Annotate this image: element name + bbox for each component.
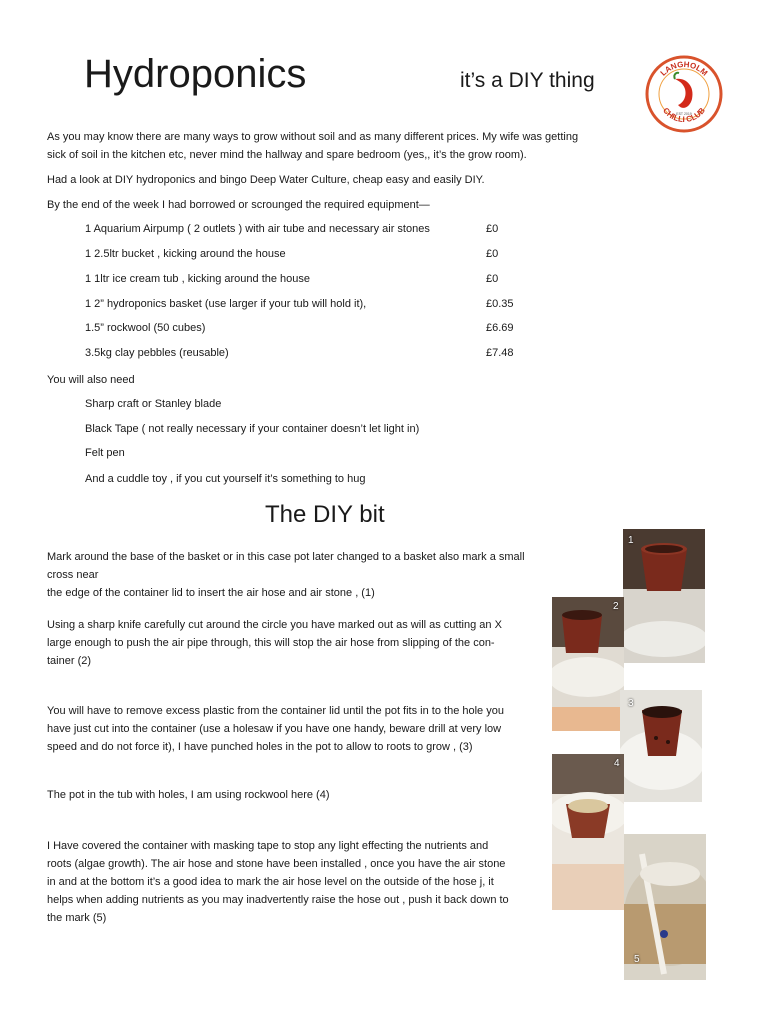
page-title: Hydroponics	[84, 52, 307, 96]
step-line: Using a sharp knife carefully cut around the circle you have marked out as will as cutting an X	[47, 619, 502, 631]
step-1	[47, 548, 547, 602]
photo-number: 1	[628, 535, 634, 546]
intro-line-2: sick of soil in the kitchen etc, never mind the hallway and spare bedroom (yes,, it’s the grow room).	[47, 149, 527, 161]
cut-lid-image	[552, 597, 624, 731]
also-need-item: Sharp craft or Stanley blade	[85, 398, 222, 410]
equipment-price: £0.35	[486, 298, 514, 310]
step-line: roots (algae growth). The air hose and stone have been installed , once you have the air stone	[47, 858, 506, 870]
step-2	[47, 616, 547, 670]
page-subtitle: it’s a DIY thing	[460, 69, 595, 92]
step-line: tainer (2)	[47, 655, 92, 667]
equipment-item: 1 2” hydroponics basket (use larger if your tub will hold it),	[85, 298, 367, 310]
equipment-item: 1.5” rockwool (50 cubes)	[85, 322, 206, 334]
equipment-price: £0	[486, 223, 499, 235]
step-line: the edge of the container lid to insert the air hose and air stone , (1)	[47, 587, 375, 599]
step-line: helps when adding nutrients as you may inadvertently raise the hose out , push it back down to	[47, 894, 509, 906]
equipment-item: 1 1ltr ice cream tub , kicking around the house	[85, 273, 311, 285]
step-photo-4	[552, 754, 624, 910]
photo-number: 3	[628, 698, 634, 709]
photo-number: 5	[634, 954, 640, 965]
step-photo-3	[620, 690, 702, 802]
step-photo-5	[624, 834, 706, 980]
logo-top-text: LANGHOLM	[658, 59, 710, 78]
step-3	[47, 702, 547, 756]
step-photo-1	[623, 529, 705, 663]
equipment-price: £0	[486, 248, 499, 260]
step-line: I Have covered the container with masking tape to stop any light effecting the nutrients and	[47, 840, 489, 852]
photo-number: 4	[614, 758, 620, 769]
step-line: The pot in the tub with holes, I am using rockwool here (4)	[47, 789, 330, 801]
also-need-item: Black Tape ( not really necessary if your container doesn’t let light in)	[85, 423, 420, 435]
section-title-diy: The DIY bit	[265, 501, 385, 528]
logo-bottom-text: CHILLI CLUB	[661, 105, 707, 125]
also-need-item: Felt pen	[85, 447, 125, 459]
equipment-price: £0	[486, 273, 499, 285]
equipment-price: £6.69	[486, 322, 514, 334]
step-photo-2	[552, 597, 624, 731]
chilli-club-logo	[645, 55, 723, 133]
intro-line-1: As you may know there are many ways to grow without soil and as many different prices. My wife was getting	[47, 131, 579, 143]
pot-on-lid-image	[623, 529, 705, 663]
step-line: have just cut into the container (use a holesaw if you have one handy, beware drill at very low	[47, 723, 502, 735]
step-4	[47, 786, 547, 804]
pot-in-tub-image	[552, 754, 624, 910]
logo-est-text: EST 2019	[676, 112, 692, 116]
equipment-item: 1 2.5ltr bucket , kicking around the house	[85, 248, 286, 260]
equipment-price: £7.48	[486, 347, 514, 359]
also-need-item: And a cuddle toy , if you cut yourself it’s something to hug	[85, 473, 366, 485]
equipment-item: 3.5kg clay pebbles (reusable)	[85, 347, 229, 359]
photo-number: 2	[613, 601, 619, 612]
step-line: large enough to push the air pipe through, this will stop the air hose from slipping of the con-	[47, 637, 495, 649]
step-5	[47, 837, 547, 927]
step-line: Mark around the base of the basket or in this case pot later changed to a basket also mark a small cross near	[47, 551, 525, 581]
intro-para-3: By the end of the week I had borrowed or scrounged the required equipment—	[47, 199, 430, 211]
intro-para-2: Had a look at DIY hydroponics and bingo Deep Water Culture, cheap easy and easily DIY.	[47, 174, 485, 186]
step-line: speed and do not force it), I have punched holes in the pot to allow to roots to grow , (3)	[47, 741, 473, 753]
also-need-heading: You will also need	[47, 374, 135, 386]
step-line: You will have to remove excess plastic from the container lid until the pot fits in to the hole you	[47, 705, 504, 717]
equipment-item: 1 Aquarium Airpump ( 2 outlets ) with air tube and necessary air stones	[85, 223, 430, 235]
step-line: in and at the bottom it’s a good idea to mark the air hose level on the outside of the hose j, it	[47, 876, 494, 888]
step-line: the mark (5)	[47, 912, 107, 924]
